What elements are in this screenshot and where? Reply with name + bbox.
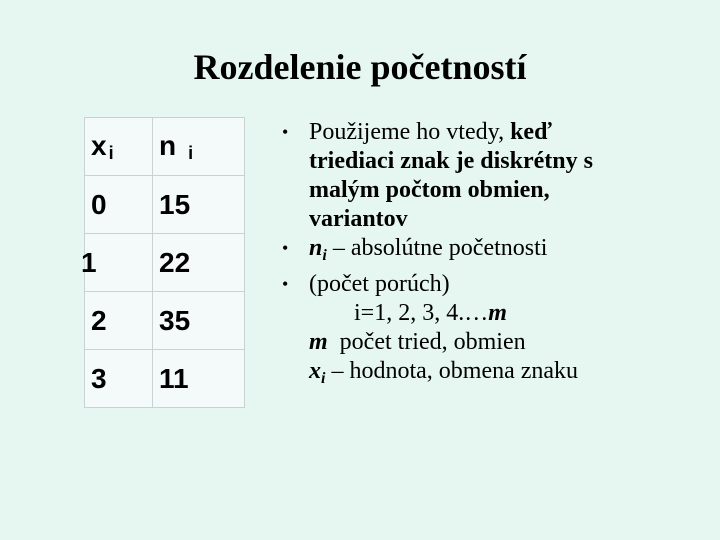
bullet-dot-icon: • [282, 274, 289, 294]
cell-x: 3 [85, 350, 153, 408]
cell-x: 2 [85, 292, 153, 350]
table-header-row [85, 118, 245, 176]
bullet-dot-icon: • [282, 122, 289, 142]
bullet-item-ni: • $n_i$ – absolútne početnosti [282, 235, 548, 264]
bullet-item-usage: • Použijeme ho vtedy, keď triediaci znak je diskrétny s malým počtom obmien, variantov [282, 119, 593, 232]
cell-x: 0 [85, 176, 153, 234]
cell-n: 35 [153, 292, 245, 350]
header-xi [85, 118, 153, 176]
index-range-line: i=1, 2, 3, 4.…m [354, 300, 507, 326]
bullet-item-failures: • (počet porúch) [282, 271, 450, 297]
frequency-table [81, 117, 245, 408]
header-x-label: x [91, 129, 107, 161]
table-row [85, 234, 245, 292]
cell-n: 15 [153, 176, 245, 234]
header-ni [153, 118, 245, 176]
header-x-subscript: i [108, 142, 114, 163]
xi-definition-line: $x_i$ – hodnota, obmena znaku [309, 358, 579, 387]
table-row [85, 176, 245, 234]
header-n-subscript: i [188, 142, 194, 163]
classes-line: m počet tried, obmien [309, 329, 526, 355]
slide-title: Rozdelenie početností [193, 47, 527, 87]
bullet-dot-icon: • [282, 238, 289, 258]
bullet-list [282, 118, 702, 393]
cell-x: 1 [85, 234, 153, 292]
cell-n: 22 [153, 234, 245, 292]
header-n-label: n [159, 129, 177, 161]
table-row [85, 292, 245, 350]
cell-n: 11 [153, 350, 245, 408]
table-row [85, 350, 245, 408]
